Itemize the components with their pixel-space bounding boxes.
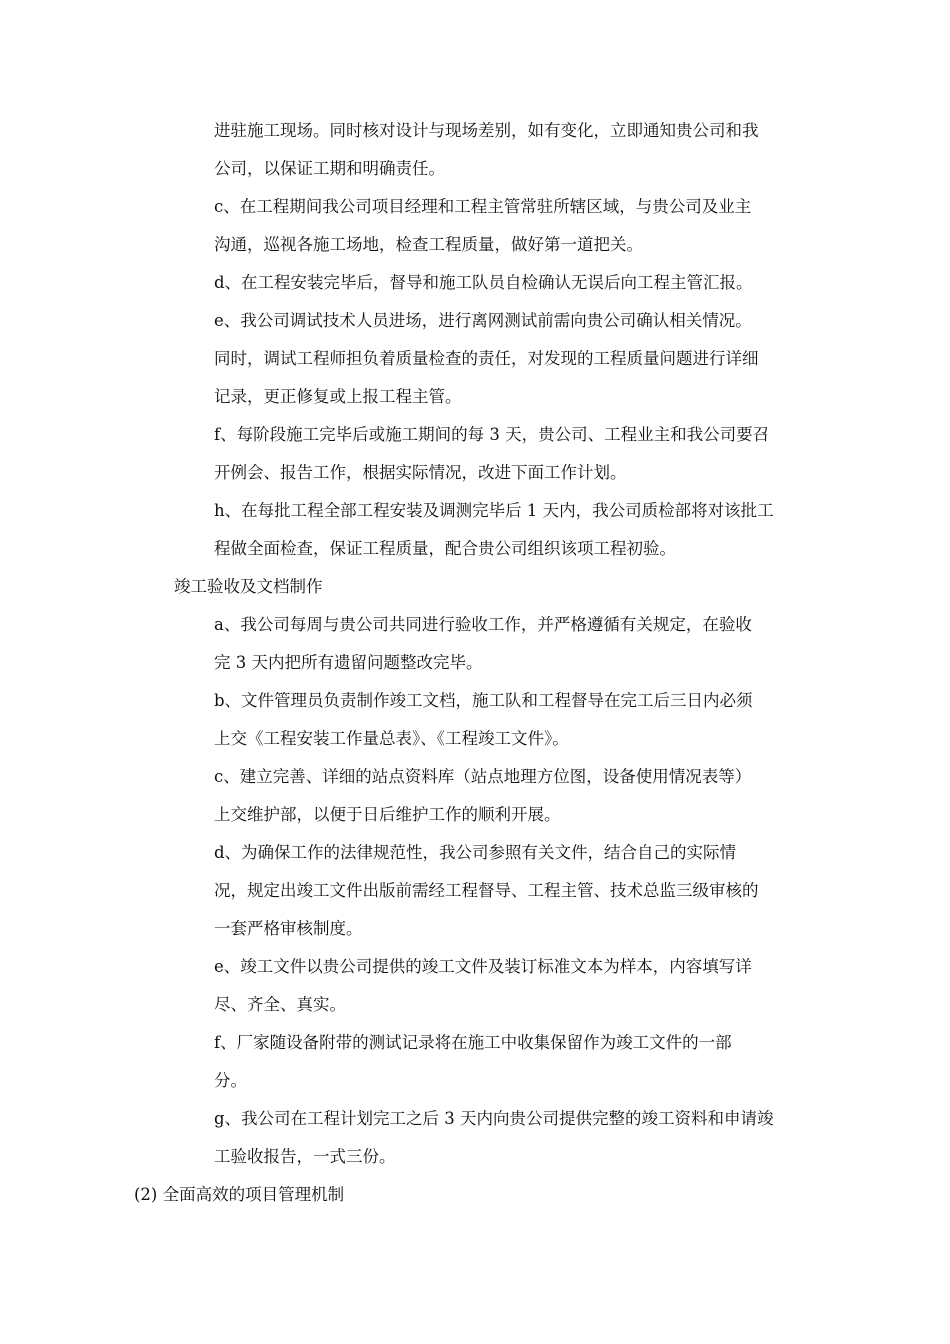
paragraph-line: g、我公司在工程计划完工之后 3 天内向贵公司提供完整的竣工资料和申请竣 xyxy=(214,1109,774,1128)
paragraph-line: 一套严格审核制度。 xyxy=(214,919,363,938)
paragraph-line: 沟通，巡视各施工场地，检查工程质量，做好第一道把关。 xyxy=(214,235,643,254)
paragraph-line: c、建立完善、详细的站点资料库（站点地理方位图，设备使用情况表等） xyxy=(214,767,752,786)
paragraph-line: f、厂家随设备附带的测试记录将在施工中收集保留作为竣工文件的一部 xyxy=(214,1033,732,1052)
paragraph-line: 工验收报告，一式三份。 xyxy=(214,1147,396,1166)
paragraph-line: a、我公司每周与贵公司共同进行验收工作，并严格遵循有关规定，在验收 xyxy=(214,615,752,634)
paragraph-line: 况，规定出竣工文件出版前需经工程督导、工程主管、技术总监三级审核的 xyxy=(214,881,759,900)
paragraph-line: 同时，调试工程师担负着质量检查的责任，对发现的工程质量问题进行详细 xyxy=(214,349,759,368)
paragraph-line: 记录，更正修复或上报工程主管。 xyxy=(214,387,462,406)
paragraph-line: e、竣工文件以贵公司提供的竣工文件及装订标准文本为样本，内容填写详 xyxy=(214,957,752,976)
paragraph-line: 完 3 天内把所有遗留问题整改完毕。 xyxy=(214,653,483,672)
paragraph-line: 进驻施工现场。同时核对设计与现场差别，如有变化，立即通知贵公司和我 xyxy=(214,121,759,140)
paragraph-line: f、每阶段施工完毕后或施工期间的每 3 天，贵公司、工程业主和我公司要召 xyxy=(214,425,770,444)
paragraph-line: 上交维护部，以便于日后维护工作的顺利开展。 xyxy=(214,805,561,824)
paragraph-line: d、在工程安装完毕后，督导和施工队员自检确认无误后向工程主管汇报。 xyxy=(214,273,753,292)
paragraph-line: e、我公司调试技术人员进场，进行离网测试前需向贵公司确认相关情况。 xyxy=(214,311,752,330)
section-heading: (2) 全面高效的项目管理机制 xyxy=(134,1185,345,1204)
paragraph-line: 开例会、报告工作，根据实际情况，改进下面工作计划。 xyxy=(214,463,627,482)
paragraph-line: 公司，以保证工期和明确责任。 xyxy=(214,159,445,178)
paragraph-line: 尽、齐全、真实。 xyxy=(214,995,346,1014)
paragraph-line: c、在工程期间我公司项目经理和工程主管常驻所辖区域，与贵公司及业主 xyxy=(214,197,752,216)
paragraph-line: d、为确保工作的法律规范性，我公司参照有关文件，结合自己的实际情 xyxy=(214,843,737,862)
paragraph-line: 上交《工程安装工作量总表》、《工程竣工文件》。 xyxy=(214,729,569,748)
paragraph-line: h、在每批工程全部工程安装及调测完毕后 1 天内，我公司质检部将对该批工 xyxy=(214,501,774,520)
paragraph-line: 程做全面检查，保证工程质量，配合贵公司组织该项工程初验。 xyxy=(214,539,676,558)
section-heading: 竣工验收及文档制作 xyxy=(174,577,323,596)
paragraph-line: 分。 xyxy=(214,1071,247,1090)
paragraph-line: b、文件管理员负责制作竣工文档，施工队和工程督导在完工后三日内必须 xyxy=(214,691,753,710)
